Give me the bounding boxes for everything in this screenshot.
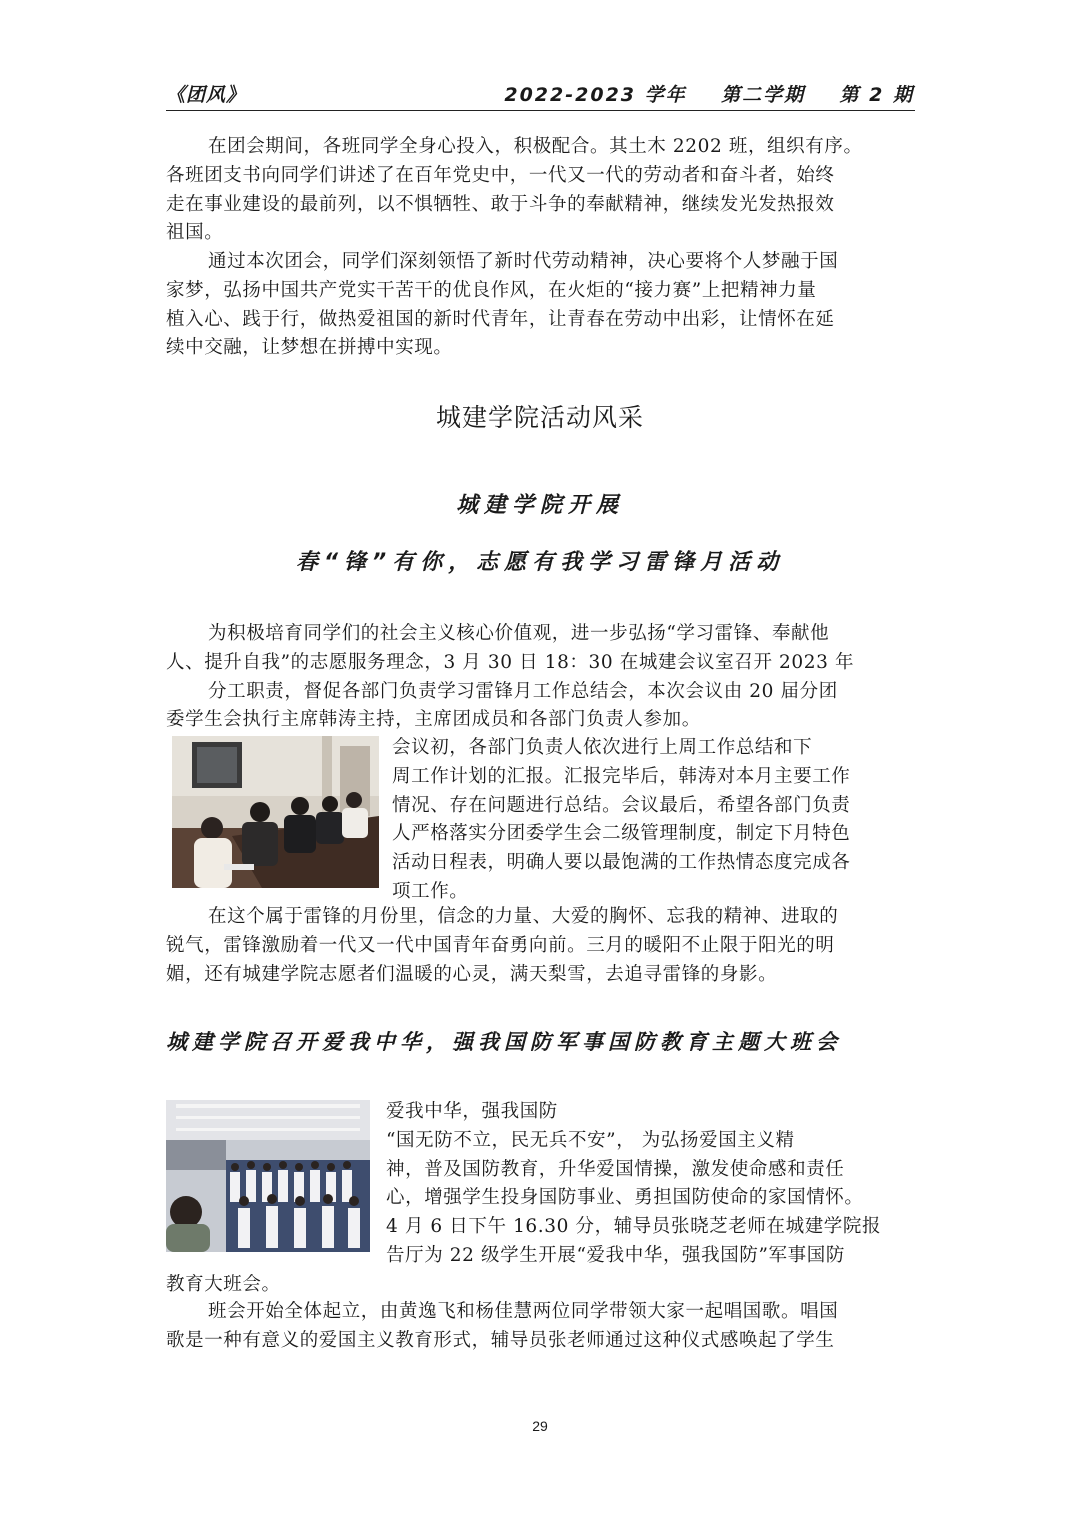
meeting-photo bbox=[172, 736, 379, 888]
text-line: 班会开始全体起立，由黄逸飞和杨佳慧两位同学带领大家一起唱国歌。唱国 bbox=[208, 1301, 839, 1322]
article2-heading-line1: 城建学院开展 bbox=[455, 493, 624, 518]
text-line: 各班团支书向同学们讲述了在百年党史中，一代又一代的劳动者和奋斗者，始终 bbox=[166, 164, 835, 186]
text-line: 委学生会执行主席韩涛主持，主席团成员和各部门负责人参加。 bbox=[166, 709, 701, 731]
text-line: 在团会期间，各班同学全身心投入，积极配合。其土木 2202 班，组织有序。 bbox=[208, 136, 863, 157]
issue-info: 2022-2023 学年 第二学期 第 2 期 bbox=[504, 84, 914, 106]
text-line: 为积极培育同学们的社会主义核心价值观，进一步弘扬“学习雷锋、奉献他 bbox=[208, 623, 830, 644]
text-line: 家梦，弘扬中国共产党实干苦干的优良作风，在火炬的“接力赛”上把精神力量 bbox=[166, 279, 817, 301]
text-line: 告厅为 22 级学生开展“爱我中华，强我国防”军事国防 bbox=[386, 1244, 845, 1266]
article2-paragraph-2 bbox=[392, 734, 916, 907]
text-line: 祖国。 bbox=[166, 222, 224, 244]
class-meeting-photo bbox=[166, 1100, 370, 1252]
text-line: 教育大班会。 bbox=[166, 1274, 281, 1295]
text-line: 情况、存在问题进行总结。会议最后，希望各部门负责 bbox=[392, 794, 851, 816]
article2-paragraph-3 bbox=[166, 903, 916, 989]
article3-intro-end bbox=[166, 1271, 916, 1300]
text-line: 4 月 6 日下午 16.30 分，辅导员张晓芝老师在城建学院报 bbox=[386, 1216, 882, 1238]
publication-title: 《团风》 bbox=[166, 84, 247, 106]
text-line: 歌是一种有意义的爱国主义教育形式，辅导员张老师通过这种仪式感唤起了学生 bbox=[166, 1329, 835, 1351]
text-line: 走在事业建设的最前列，以不惧牺牲、敢于斗争的奉献精神，继续发光发热报效 bbox=[166, 193, 835, 215]
text-line: 通过本次团会，同学们深刻领悟了新时代劳动精神，决心要将个人梦融于国 bbox=[208, 251, 839, 272]
article3-heading: 城建学院召开爱我中华，强我国防军事国防教育主题大班会 bbox=[166, 1030, 842, 1054]
page-number: 29 bbox=[532, 1418, 548, 1434]
text-line: 活动日程表，明确人要以最饱满的工作热情态度完成各 bbox=[392, 852, 851, 874]
article3-paragraph-2 bbox=[166, 1298, 916, 1356]
section-title: 城建学院活动风采 bbox=[435, 403, 644, 432]
article2-heading-line2: 春“锋”有你，志愿有我学习雷锋月活动 bbox=[295, 550, 785, 575]
article1-paragraph-2 bbox=[166, 248, 916, 363]
text-line: 会议初，各部门负责人依次进行上周工作总结和下 bbox=[392, 737, 813, 758]
text-line: 在这个属于雷锋的月份里，信念的力量、大爱的胸怀、忘我的精神、进取的 bbox=[208, 906, 839, 927]
text-line: 心，增强学生投身国防事业、勇担国防使命的家国情怀。 bbox=[386, 1187, 864, 1209]
text-line: 神，普及国防教育，升华爱国情操，激发使命感和责任 bbox=[386, 1158, 845, 1180]
header-divider bbox=[166, 110, 915, 111]
text-line: 续中交融，让梦想在拼搏中实现。 bbox=[166, 337, 453, 359]
text-line: 周工作计划的汇报。汇报完毕后，韩涛对本月主要工作 bbox=[392, 765, 851, 787]
text-line: 爱我中华，强我国防 bbox=[386, 1101, 558, 1122]
text-line: 植入心、践于行，做热爱祖国的新时代青年，让青春在劳动中出彩，让情怀在延 bbox=[166, 308, 835, 330]
text-line: 锐气，雷锋激励着一代又一代中国青年奋勇向前。三月的暖阳不止限于阳光的明 bbox=[166, 934, 835, 956]
article2-paragraph-1 bbox=[166, 620, 916, 735]
text-line: 人严格落实分团委学生会二级管理制度，制定下月特色 bbox=[392, 823, 851, 845]
text-line: 分工职责，督促各部门负责学习雷锋月工作总结会，本次会议由 20 届分团 bbox=[208, 680, 838, 702]
article1-paragraph-1 bbox=[166, 133, 916, 248]
article3-intro bbox=[386, 1098, 916, 1271]
text-line: “国无防不立，民无兵不安”， 为弘扬爱国主义精 bbox=[386, 1129, 795, 1151]
text-line: 人、提升自我”的志愿服务理念，3 月 30 日 18：30 在城建会议室召开 2023 年 bbox=[166, 651, 855, 673]
text-line: 媚，还有城建学院志愿者们温暖的心灵，满天梨雪，去追寻雷锋的身影。 bbox=[166, 963, 778, 985]
text-line: 项工作。 bbox=[392, 880, 469, 902]
